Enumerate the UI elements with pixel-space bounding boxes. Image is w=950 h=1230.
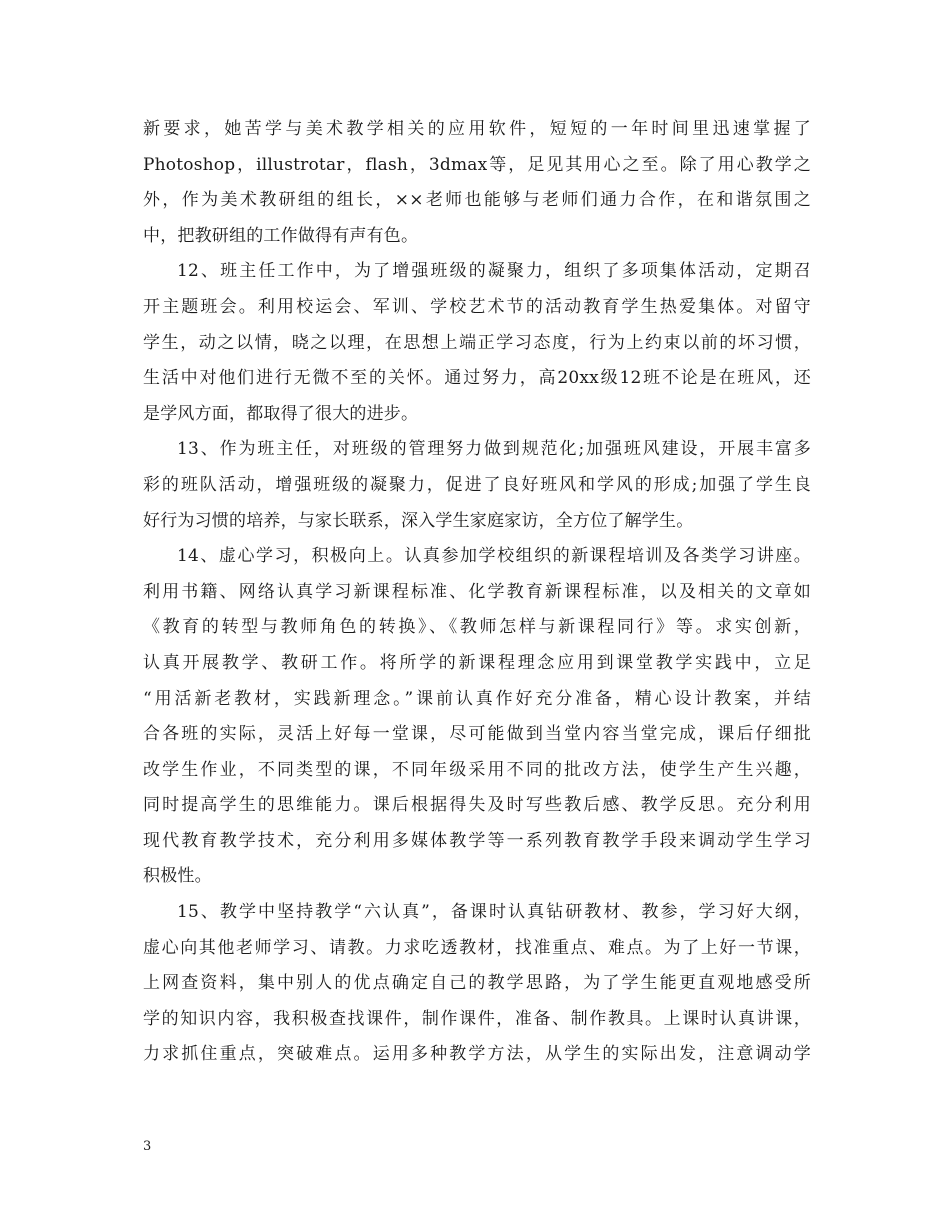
body-text — [143, 112, 811, 1073]
text-line: 同时提高学生的思维能力。课后根据得失及时写些教后感、教学反思。充分利用 — [143, 795, 811, 816]
text-line: “用活新老教材，实践新理念。”课前认真作好充分准备，精心设计教案，并结 — [143, 688, 811, 709]
text-line: 认真开展教学、教研工作。将所学的新课程理念应用到课堂教学实践中，立足 — [143, 652, 811, 673]
text-line: 开主题班会。利用校运会、军训、学校艺术节的活动教育学生热爱集体。对留守 — [143, 296, 811, 317]
text-line: 13、作为班主任，对班级的管理努力做到规范化;加强班风建设，开展丰富多 — [177, 439, 811, 460]
text-line: 改学生作业，不同类型的课，不同年级采用不同的批改方法，使学生产生兴趣， — [143, 759, 811, 780]
text-line: 现代教育教学技术，充分利用多媒体教学等一系列教育教学手段来调动学生学习 — [143, 830, 811, 851]
text-line: 新要求，她苦学与美术教学相关的应用软件，短短的一年时间里迅速掌握了 — [143, 119, 811, 139]
text-line: 15、教学中坚持教学“六认真”，备课时认真钻研教材、教参，学习好大纲， — [177, 902, 811, 923]
text-line: 上网查资料，集中别人的优点确定自己的教学思路，为了学生能更直观地感受所 — [143, 973, 811, 994]
text-line: 好行为习惯的培养，与家长联系，深入学生家庭家访，全方位了解学生。 — [143, 510, 694, 531]
text-line: 学生，动之以情，晓之以理，在思想上端正学习态度，行为上约束以前的坏习惯， — [143, 332, 811, 353]
text-line: 学的知识内容，我积极查找课件，制作课件，准备、制作教具。上课时认真讲课， — [143, 1008, 811, 1029]
text-line: 12、班主任工作中，为了增强班级的凝聚力，组织了多项集体活动，定期召 — [177, 261, 811, 282]
text-line: 力求抓住重点，突破难点。运用多种教学方法，从学生的实际出发，注意调动学 — [143, 1044, 811, 1065]
text-line: 彩的班队活动，增强班级的凝聚力，促进了良好班风和学风的形成;加强了学生良 — [143, 474, 811, 495]
text-line: 是学风方面，都取得了很大的进步。 — [143, 403, 419, 424]
text-line: 14、虚心学习，积极向上。认真参加学校组织的新课程培训及各类学习讲座。 — [177, 546, 811, 567]
text-line: 利用书籍、网络认真学习新课程标准、化学教育新课程标准，以及相关的文章如 — [143, 581, 811, 602]
text-line: 虚心向其他老师学习、请教。力求吃透教材，找准重点、难点。为了上好一节课， — [143, 937, 811, 958]
text-line: 《教育的转型与教师角色的转换》、《教师怎样与新课程同行》等。求实创新， — [143, 617, 811, 638]
text-line: Photoshop，illustrotar，flash，3dmax等，足见其用心之至。除了用心教学之 — [143, 154, 811, 175]
text-line: 生活中对他们进行无微不至的关怀。通过努力，高20xx级12班不论是在班风，还 — [143, 368, 811, 389]
text-line: 外，作为美术教研组的组长，××老师也能够与老师们通力合作，在和谐氛围之 — [143, 190, 811, 211]
page-number: 3 — [143, 1139, 152, 1154]
text-line: 中，把教研组的工作做得有声有色。 — [143, 225, 419, 246]
text-line: 积极性。 — [143, 866, 212, 887]
text-line: 合各班的实际，灵活上好每一堂课，尽可能做到当堂内容当堂完成，课后仔细批 — [143, 724, 811, 745]
